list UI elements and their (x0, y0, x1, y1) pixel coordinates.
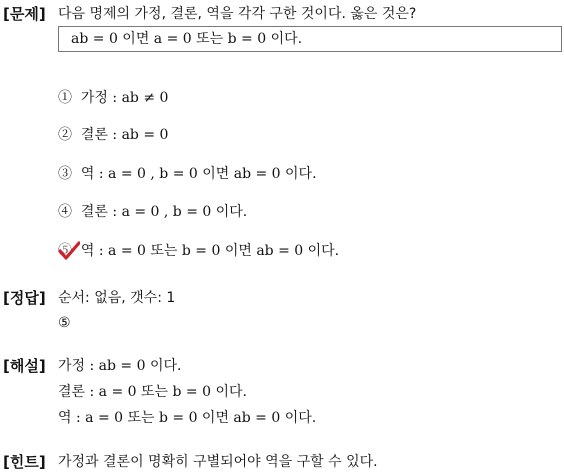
proposition-text: ab = 0 이면 a = 0 또는 b = 0 이다. (71, 31, 303, 47)
option-5[interactable] (58, 241, 339, 261)
question-label: [문제] (3, 5, 46, 23)
option-text: 결론 : ab = 0 (80, 127, 169, 143)
explanation-label: [해설] (3, 357, 46, 375)
proposition-box (58, 26, 562, 52)
answer-meta: 순서: 없음, 갯수: 1 (58, 290, 176, 306)
option-text: 결론 : a = 0 , b = 0 이다. (80, 204, 248, 220)
option-3[interactable] (58, 164, 317, 184)
answer-label: [정답] (3, 289, 46, 307)
option-number: ④ (58, 204, 72, 220)
hint-label: [힌트] (3, 453, 46, 471)
option-text: 역 : a = 0 , b = 0 이면 ab = 0 이다. (80, 166, 317, 182)
option-number: ② (58, 127, 72, 143)
explanation-line: 결론 : a = 0 또는 b = 0 이다. (58, 384, 247, 400)
option-4[interactable] (58, 202, 247, 222)
option-1[interactable] (58, 88, 168, 108)
option-number: ① (58, 90, 72, 106)
red-checkmark-icon (58, 240, 80, 262)
option-number: ③ (58, 166, 72, 182)
option-text: 가정 : ab ≠ 0 (80, 90, 169, 106)
explanation-line: 가정 : ab = 0 이다. (58, 358, 182, 374)
explanation-line: 역 : a = 0 또는 b = 0 이면 ab = 0 이다. (58, 410, 317, 426)
answer-value: ⑤ (58, 315, 71, 331)
option-text: 역 : a = 0 또는 b = 0 이면 ab = 0 이다. (80, 243, 340, 259)
option-number: ⑤ (58, 243, 72, 259)
question-text: 다음 명제의 가정, 결론, 역을 각각 구한 것이다. 옳은 것은? (58, 6, 417, 22)
hint-text: 가정과 결론이 명확히 구별되어야 역을 구할 수 있다. (58, 454, 378, 470)
option-2[interactable] (58, 125, 168, 145)
